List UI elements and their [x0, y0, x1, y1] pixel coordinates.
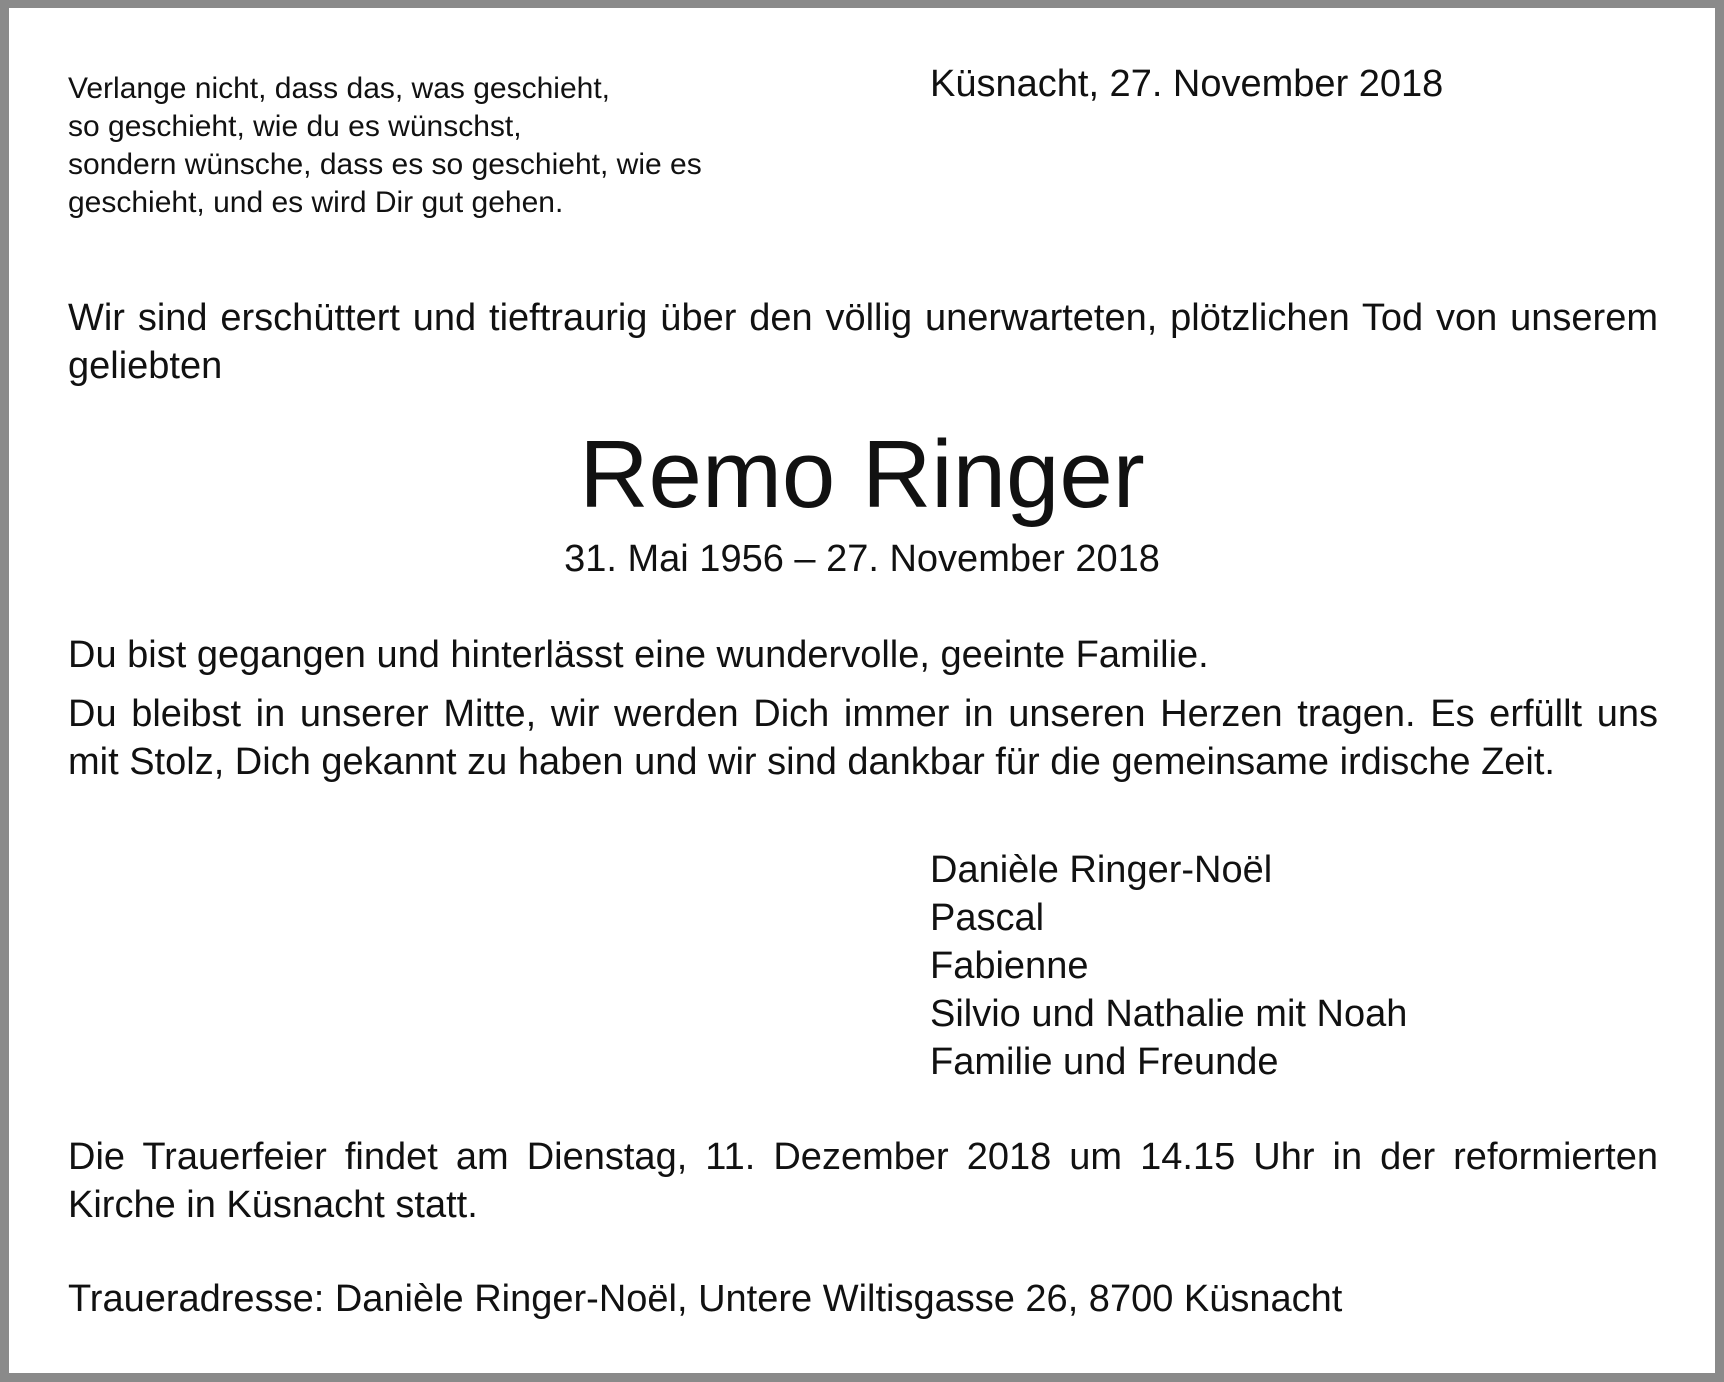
- motto-line: sondern wünsche, dass es so geschieht, wie es: [68, 148, 702, 181]
- intro-text: Wir sind erschüttert und tieftraurig über den völlig unerwarteten, plötzlichen Tod von unserem geliebten: [68, 297, 1658, 387]
- motto-line: Verlange nicht, dass das, was geschieht,: [68, 72, 610, 105]
- life-dates: 31. Mai 1956 – 27. November 2018: [564, 538, 1160, 580]
- motto-quote: [68, 70, 828, 222]
- mourner-name: Familie und Freunde: [930, 1041, 1279, 1083]
- motto-line: so geschieht, wie du es wünschst,: [68, 110, 522, 143]
- mourner-name: Fabienne: [930, 945, 1089, 987]
- farewell-paragraph: Du bist gegangen und hinterlässt eine wundervolle, geeinte Familie.: [68, 634, 1209, 676]
- motto-line: geschieht, und es wird Dir gut gehen.: [68, 186, 564, 219]
- remembrance-paragraph: Du bleibst in unserer Mitte, wir werden Dich immer in unseren Herzen tragen. Es erfüllt uns mit Stolz, Dich gekannt zu haben und wir sind dankbar für die gemeinsame irdische Zeit.: [68, 693, 1658, 783]
- mourner-name: Danièle Ringer-Noël: [930, 849, 1273, 891]
- mourner-name: Pascal: [930, 897, 1045, 939]
- mourner-name: Silvio und Nathalie mit Noah: [930, 993, 1408, 1035]
- deceased-name: Remo Ringer: [579, 421, 1145, 528]
- place-date: Küsnacht, 27. November 2018: [930, 63, 1444, 105]
- funeral-notice: Die Trauerfeier findet am Dienstag, 11. Dezember 2018 um 14.15 Uhr in der reformierten Kirche in Küsnacht statt.: [68, 1136, 1658, 1226]
- mourning-address: Traueradresse: Danièle Ringer-Noël, Untere Wiltisgasse 26, 8700 Küsnacht: [68, 1278, 1343, 1320]
- mourners-list: [930, 846, 1407, 1086]
